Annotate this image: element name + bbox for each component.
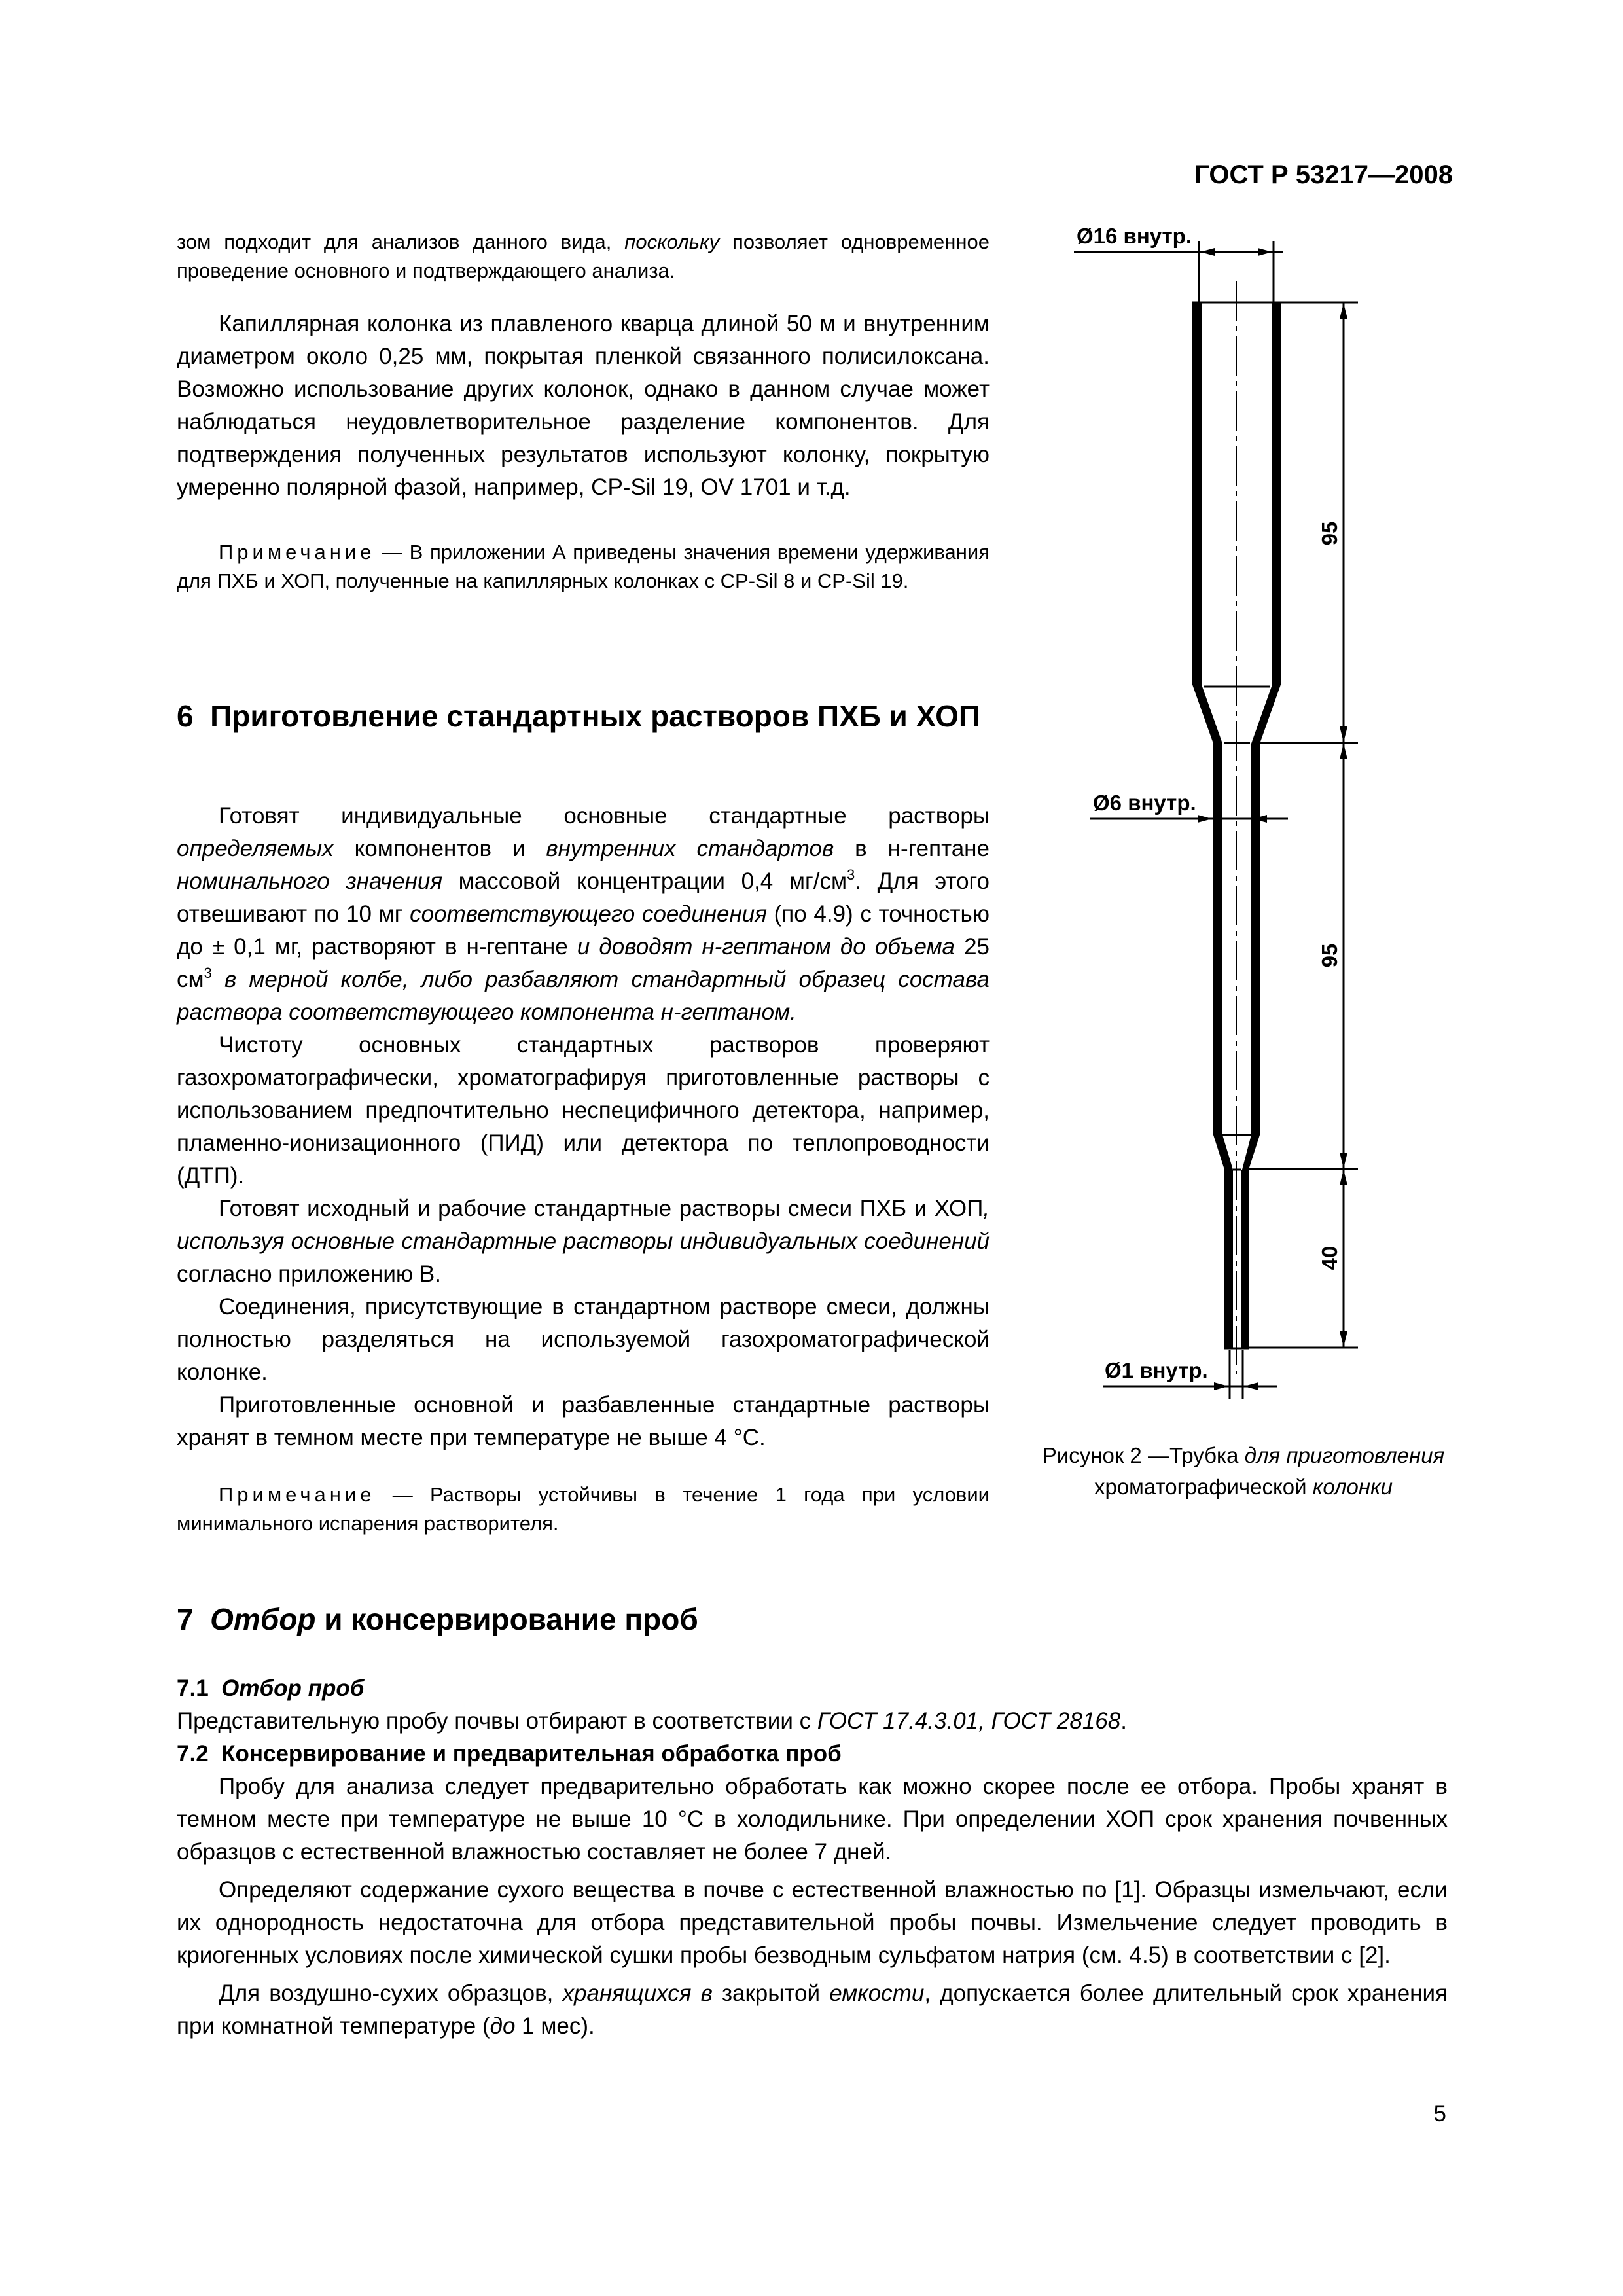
diameter-6-label: Ø6 внутр. [1093,791,1196,815]
note-label: Примечание [219,1483,376,1506]
text-run: позволяет одновременное проведение основного и подтверждающего анализа. [177,230,990,282]
italic-run: поскольку [624,230,720,253]
text-run: Для воздушно-сухих образцов, [219,1981,563,2006]
section-7-body [177,1672,1448,2043]
superscript: 3 [847,867,855,883]
text-run: хроматографической [1094,1475,1313,1499]
italic-run: , используя основные стандартные растворы индивидуальных соединений [177,1196,990,1254]
figure-caption [1021,1440,1466,1503]
text-run: . Для этого отвешивают по 10 мг [177,869,990,927]
note-text: — В приложении А приведены значения времени удерживания для ПХБ и ХОП, полученные на капиллярных колонках с CP-Sil 8 и CP-Sil 19. [177,541,990,592]
subsection-number: 7.2 [177,1741,209,1767]
paragraph-air-dry-samples [177,1977,1448,2043]
text-run: 25 см [177,934,990,992]
italic-run: в мерной колбе, либо разбавляют стандартный образец состава раствора соответствующего компонента н-гептаном. [177,967,990,1025]
italic-run: определяемых [177,836,334,861]
paragraph-storage: Приготовленные основной и разбавленные стандартные растворы хранят в темном месте при температуре не выше 4 °С. [177,1392,990,1450]
italic-run: внутренних стандартов [546,836,834,861]
text-run: компонентов и [333,836,546,861]
italic-run: для приготовления [1244,1443,1445,1467]
tube-drawing [1047,209,1453,1407]
standard-reference: ГОСТ 17.4.3.01, ГОСТ 28168 [817,1708,1121,1734]
section-6-body [177,800,990,1454]
section-6-heading [177,697,990,735]
paragraph-individual-solutions [177,800,990,1029]
left-column [177,228,990,285]
text-run: , допускается более длительный срок хранения при комнатной температуре ( [177,1981,1448,2039]
diameter-1-label: Ø1 внутр. [1105,1358,1208,1382]
subsection-title: Отбор проб [221,1676,365,1701]
superscript: 3 [204,965,212,981]
subsection-7-1-heading [177,1672,1448,1705]
text-run: 1 мес). [515,2013,595,2039]
italic-run: колонки [1312,1475,1393,1499]
text-run: закрытой [712,1981,830,2006]
italic-run: до [490,2013,516,2039]
subsection-number: 7.1 [177,1676,209,1701]
paragraph-purity-check: Чистоту основных стандартных растворов проверяют газохроматографически, хроматографируя приготовленные растворы с использованием предпочтительно неспецифичного детектора, например, пламенно-ионизационного (ПИД) или детектора по теплопроводности (ДТП). [177,1032,990,1189]
text-run: Готовят индивидуальные основные стандартные растворы [219,803,990,829]
text-run: в н-гептане [834,836,990,861]
capillary-column-paragraph: Капиллярная колонка из плавленого кварца длиной 50 м и внутренним диаметром около 0,25 мм, покрытая пленкой связанного полисилоксана. Возможно использование других колонок, однако в данном случае может наблюдаться неудовлетворительное разделение компонентов. Для подтверждения полученных результатов используют колонку, покрытую умеренно полярной фазой, например, CP-Sil 19, OV 1701 и т.д. [177,311,990,500]
note-stability [177,1480,990,1538]
length-95-top-label: 95 [1317,521,1342,546]
paragraph-dry-matter: Определяют содержание сухого вещества в почве с естественной влажностью по [1]. Образцы измельчают, если их однородность недостаточна для отбора представительной пробы почвы. Измельчение следует проводить в криогенных условиях после химической сушки пробы безводным сульфатом натрия (см. 4.5) в соответствии с [2]. [177,1877,1448,1968]
section-7-heading [177,1600,1448,1638]
italic-run: номинального значения [177,869,443,894]
text-run: Рисунок 2 —Трубка [1042,1443,1245,1467]
text-run: и консервирование проб [315,1602,698,1636]
subsection-7-2-heading [177,1738,1448,1770]
document-standard-id: ГОСТ Р 53217—2008 [1194,160,1453,189]
length-40-label: 40 [1317,1246,1342,1270]
text-run: Представительную пробу почвы отбирают в соответствии с [177,1708,817,1734]
text-run: массовой концентрации 0,4 мг/см [442,869,847,894]
paragraph-separation: Соединения, присутствующие в стандартном растворе смеси, должны полностью разделяться на используемой газохроматографической колонке. [177,1294,990,1385]
subsection-title: Консервирование и предварительная обработка проб [221,1741,842,1767]
paragraph-mixture-solutions [177,1193,990,1291]
section-number: 7 [177,1602,194,1636]
italic-run: хранящихся в [562,1981,713,2006]
section-number: 6 [177,699,194,733]
diameter-16-label: Ø16 внутр. [1077,224,1192,248]
section-title: Приготовление стандартных растворов ПХБ и ХОП [210,699,980,733]
italic-run: Отбор [210,1602,316,1636]
text-run: . [1120,1708,1127,1734]
text-run: согласно приложению В. [177,1261,441,1287]
text-run: Готовят исходный и рабочие стандартные растворы смеси ПХБ и ХОП [219,1196,984,1221]
note-retention-times [177,538,990,596]
page-number: 5 [1433,2101,1446,2126]
length-95-middle-label: 95 [1317,943,1342,968]
note-label: Примечание [219,541,376,564]
italic-run: емкости [829,1981,925,2006]
italic-run: и доводят н-гептаном до объема [577,934,955,960]
text-run: (по 4.9) с точностью до ± 0,1 мг, растворяют в н-гептане [177,901,990,960]
continuation-paragraph [177,228,990,285]
text-run: зом подходит для анализов данного вида, [177,230,625,253]
paragraph-preservation: Пробу для анализа следует предварительно обработать как можно скорее после ее отбора. Пробы хранят в темном месте при температуре не выше 10 °С в холодильнике. При определении ХОП срок хранения почвенных образцов с естественной влажностью составляет не более 7 дней. [177,1774,1448,1865]
italic-run: соответствующего соединения [410,901,767,927]
paragraph-sampling [177,1705,1448,1738]
note-text: — Растворы устойчивы в течение 1 года при условии минимального испарения растворителя. [177,1483,990,1535]
